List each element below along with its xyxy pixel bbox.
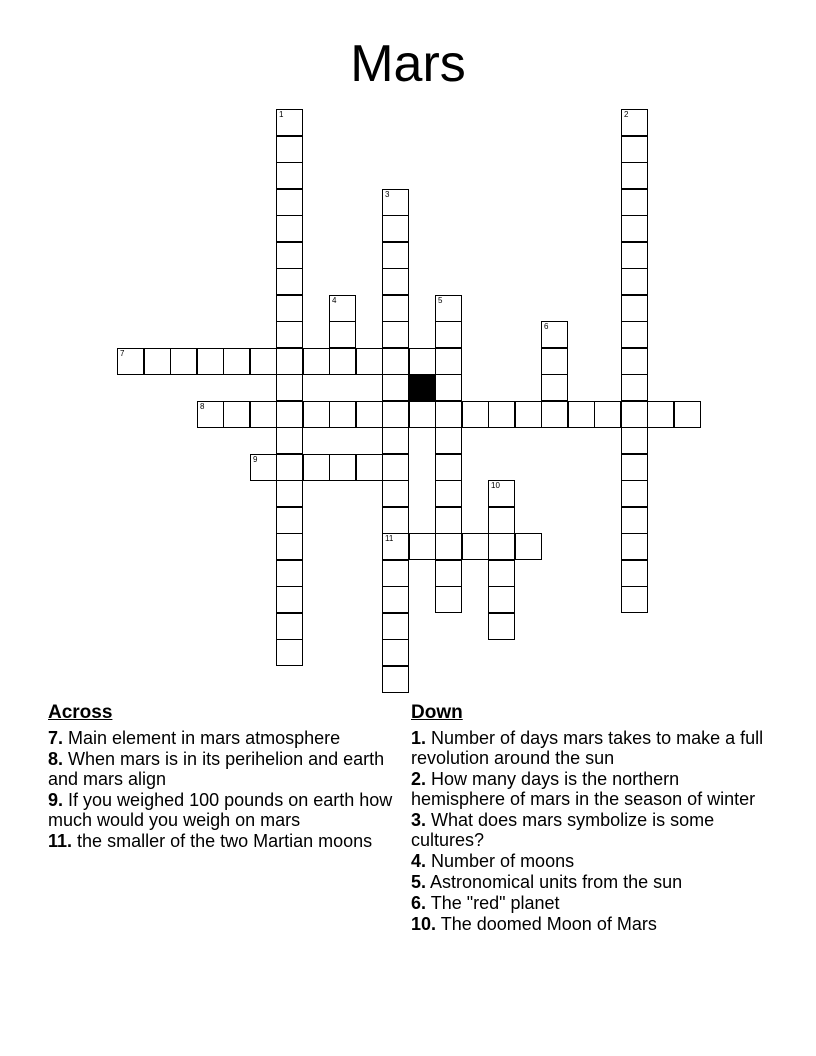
grid-cell[interactable]	[435, 348, 462, 375]
grid-cell[interactable]	[621, 374, 648, 401]
clue-item	[411, 893, 771, 913]
clue-item	[411, 728, 771, 768]
grid-cell[interactable]	[674, 401, 701, 428]
puzzle-title: Mars	[350, 35, 466, 93]
grid-cell[interactable]	[329, 321, 356, 348]
grid-cell[interactable]	[541, 348, 568, 375]
grid-cell[interactable]	[276, 454, 303, 481]
grid-cell[interactable]	[621, 268, 648, 295]
grid-cell[interactable]	[488, 613, 515, 640]
clue-item-number: 8.	[48, 749, 64, 769]
down-heading: Down	[411, 702, 463, 723]
clue-item-text: How many days is the northern hemisphere of mars in the season of winter	[411, 769, 756, 809]
clue-item	[48, 831, 393, 851]
grid-cell[interactable]	[223, 401, 250, 428]
grid-cell[interactable]	[435, 427, 462, 454]
grid-cell[interactable]	[276, 215, 303, 242]
clue-number: 11	[385, 534, 394, 543]
grid-cell[interactable]	[382, 242, 409, 269]
grid-cell[interactable]	[170, 348, 197, 375]
grid-cell[interactable]	[382, 507, 409, 534]
clue-item	[411, 810, 771, 850]
grid-cell[interactable]	[303, 454, 330, 481]
grid-cell[interactable]	[276, 136, 303, 163]
clue-item	[411, 914, 771, 934]
clue-number: 6	[544, 322, 549, 331]
grid-cell[interactable]	[197, 348, 224, 375]
clue-item	[48, 728, 393, 748]
grid-cell[interactable]	[197, 401, 224, 428]
grid-cell[interactable]	[647, 401, 674, 428]
grid-cell[interactable]	[462, 533, 489, 560]
clue-item-number: 3.	[411, 810, 427, 830]
grid-cell[interactable]	[621, 348, 648, 375]
grid-cell[interactable]	[435, 454, 462, 481]
clue-item-number: 2.	[411, 769, 427, 789]
grid-cell[interactable]	[303, 401, 330, 428]
grid-cell[interactable]	[435, 480, 462, 507]
grid-cell[interactable]	[435, 401, 462, 428]
grid-cell[interactable]	[356, 348, 383, 375]
clue-item-text: The doomed Moon of Mars	[440, 914, 657, 934]
grid-cell[interactable]	[541, 374, 568, 401]
grid-cell[interactable]	[276, 586, 303, 613]
grid-cell[interactable]	[435, 295, 462, 322]
grid-cell[interactable]	[621, 242, 648, 269]
grid-cell[interactable]	[382, 666, 409, 693]
clue-item-number: 10.	[411, 914, 437, 934]
grid-cell[interactable]	[276, 242, 303, 269]
grid-cell[interactable]	[621, 295, 648, 322]
grid-cell[interactable]	[435, 586, 462, 613]
grid-cell[interactable]	[276, 533, 303, 560]
clue-item-text: Astronomical units from the sun	[430, 872, 683, 892]
clue-number: 7	[120, 349, 125, 358]
grid-cell[interactable]	[356, 401, 383, 428]
grid-cell[interactable]	[409, 401, 436, 428]
grid-cell[interactable]	[515, 533, 542, 560]
clue-item-text: the smaller of the two Martian moons	[77, 831, 373, 851]
grid-cell[interactable]	[382, 427, 409, 454]
grid-cell[interactable]	[276, 613, 303, 640]
clue-item-text: When mars is in its perihelion and earth and mars align	[48, 749, 385, 789]
grid-cell[interactable]	[276, 321, 303, 348]
grid-cell[interactable]	[621, 560, 648, 587]
grid-cell[interactable]	[621, 162, 648, 189]
grid-cell[interactable]	[621, 136, 648, 163]
grid-cell[interactable]	[250, 348, 277, 375]
grid-cell[interactable]	[621, 401, 648, 428]
grid-cell[interactable]	[382, 401, 409, 428]
grid-cell[interactable]	[382, 268, 409, 295]
grid-cell[interactable]	[488, 401, 515, 428]
clue-item-number: 9.	[48, 790, 64, 810]
clue-item	[48, 749, 393, 789]
grid-cell[interactable]	[435, 533, 462, 560]
grid-cell[interactable]	[515, 401, 542, 428]
clue-item-number: 7.	[48, 728, 64, 748]
grid-cell[interactable]	[382, 321, 409, 348]
grid-cell[interactable]	[621, 427, 648, 454]
grid-cell[interactable]	[250, 401, 277, 428]
across-clues	[48, 702, 393, 851]
grid-cell[interactable]	[356, 454, 383, 481]
grid-cell[interactable]	[117, 348, 144, 375]
clue-number: 9	[253, 455, 258, 464]
clue-number: 8	[200, 402, 205, 411]
grid-cell[interactable]	[382, 639, 409, 666]
clue-item-number: 11.	[48, 831, 73, 851]
grid-cell[interactable]	[276, 162, 303, 189]
grid-cell[interactable]	[276, 268, 303, 295]
grid-cell[interactable]	[621, 507, 648, 534]
grid-cell[interactable]	[594, 401, 621, 428]
grid-cell[interactable]	[276, 639, 303, 666]
down-clues	[411, 702, 771, 934]
grid-cell[interactable]	[435, 507, 462, 534]
grid-cell[interactable]	[409, 348, 436, 375]
grid-cell[interactable]	[329, 401, 356, 428]
grid-cell[interactable]	[382, 560, 409, 587]
grid-cell[interactable]	[329, 295, 356, 322]
clue-item-number: 6.	[411, 893, 427, 913]
grid-cell[interactable]	[621, 480, 648, 507]
grid-cell[interactable]	[621, 109, 648, 136]
grid-cell[interactable]	[541, 321, 568, 348]
grid-cell[interactable]	[250, 454, 277, 481]
grid-cell[interactable]	[409, 533, 436, 560]
grid-cell[interactable]	[488, 507, 515, 534]
clue-item-text: The "red" planet	[430, 893, 560, 913]
grid-cell[interactable]	[329, 348, 356, 375]
grid-cell[interactable]	[488, 560, 515, 587]
across-clue-list	[48, 728, 393, 851]
grid-cell[interactable]	[276, 109, 303, 136]
grid-cell[interactable]	[382, 454, 409, 481]
clue-item	[411, 872, 771, 892]
grid-cell[interactable]	[276, 560, 303, 587]
grid-cell[interactable]	[488, 480, 515, 507]
clue-item-text: Number of moons	[431, 851, 575, 871]
grid-cell[interactable]	[276, 427, 303, 454]
clue-number: 2	[624, 110, 629, 119]
grid-cell[interactable]	[382, 533, 409, 560]
grid-cell[interactable]	[303, 348, 330, 375]
down-clue-list	[411, 728, 771, 934]
grid-cell[interactable]	[435, 374, 462, 401]
grid-cell[interactable]	[621, 454, 648, 481]
grid-cell[interactable]	[541, 401, 568, 428]
grid-cell[interactable]	[382, 189, 409, 216]
clue-number: 4	[332, 296, 337, 305]
black-cell	[409, 374, 436, 401]
clue-item-text: If you weighed 100 pounds on earth how much would you weigh on mars	[48, 790, 393, 830]
grid-cell[interactable]	[621, 321, 648, 348]
grid-cell[interactable]	[276, 507, 303, 534]
grid-cell[interactable]	[621, 215, 648, 242]
grid-cell[interactable]	[568, 401, 595, 428]
grid-cell[interactable]	[329, 454, 356, 481]
grid-cell[interactable]	[144, 348, 171, 375]
grid-cell[interactable]	[382, 215, 409, 242]
grid-cell[interactable]	[276, 189, 303, 216]
clue-number: 10	[491, 481, 500, 490]
grid-cell[interactable]	[276, 401, 303, 428]
clue-number: 3	[385, 190, 390, 199]
clue-number: 1	[279, 110, 284, 119]
grid-cell[interactable]	[488, 586, 515, 613]
clue-item	[411, 769, 771, 809]
grid-cell[interactable]	[223, 348, 250, 375]
grid-cell[interactable]	[621, 533, 648, 560]
clue-item-text: What does mars symbolize is some cultures?	[411, 810, 715, 850]
grid-cell[interactable]	[435, 560, 462, 587]
clue-item	[48, 790, 393, 830]
clue-number: 5	[438, 296, 443, 305]
clue-item-text: Number of days mars takes to make a full revolution around the sun	[411, 728, 764, 768]
grid-cell[interactable]	[382, 480, 409, 507]
clue-item	[411, 851, 771, 871]
grid-cell[interactable]	[276, 348, 303, 375]
clue-item-number: 4.	[411, 851, 427, 871]
grid-cell[interactable]	[621, 189, 648, 216]
grid-cell[interactable]	[462, 401, 489, 428]
grid-cell[interactable]	[621, 586, 648, 613]
across-heading: Across	[48, 702, 113, 723]
grid-cell[interactable]	[382, 295, 409, 322]
clue-item-number: 5.	[411, 872, 427, 892]
grid-cell[interactable]	[382, 374, 409, 401]
grid-cell[interactable]	[276, 374, 303, 401]
grid-cell[interactable]	[276, 295, 303, 322]
clue-item-text: Main element in mars atmosphere	[68, 728, 341, 748]
grid-cell[interactable]	[276, 480, 303, 507]
grid-cell[interactable]	[435, 321, 462, 348]
grid-cell[interactable]	[382, 348, 409, 375]
grid-cell[interactable]	[488, 533, 515, 560]
clue-item-number: 1.	[411, 728, 427, 748]
grid-cell[interactable]	[382, 613, 409, 640]
grid-cell[interactable]	[382, 586, 409, 613]
